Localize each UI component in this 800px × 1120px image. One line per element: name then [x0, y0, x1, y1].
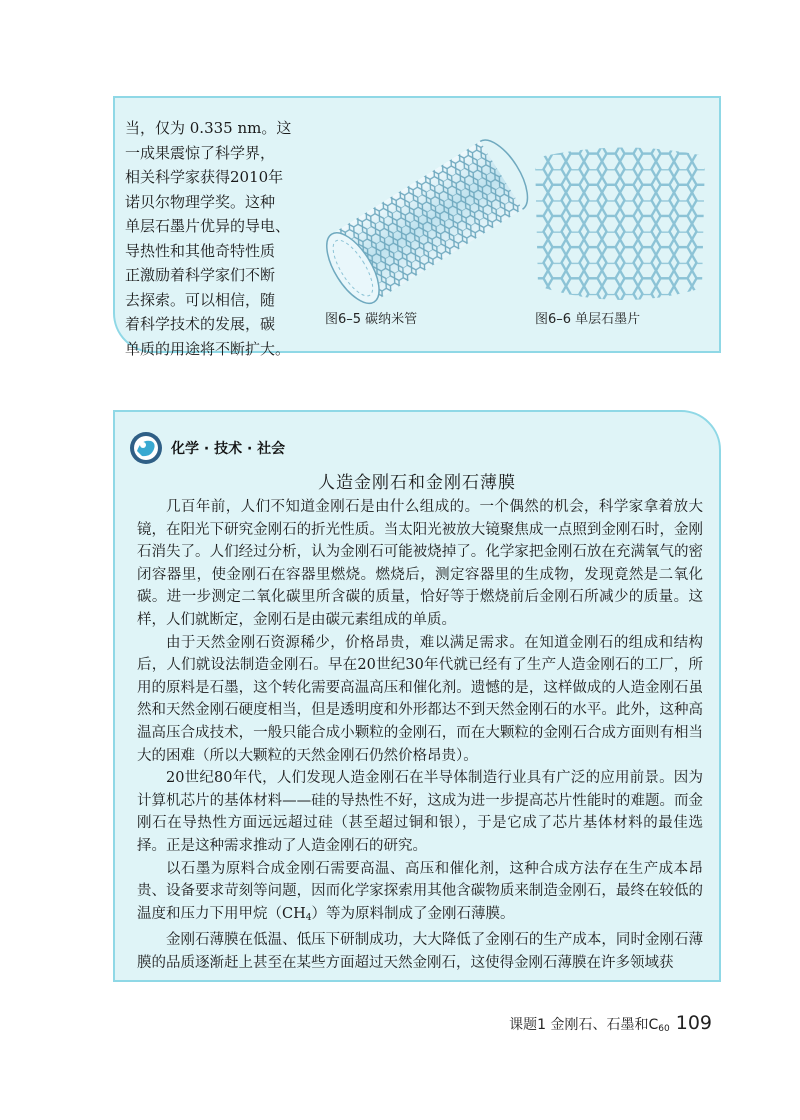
methane-subscript: 4 [305, 912, 312, 923]
text-line: 单质的用途将不断扩大。 [125, 339, 291, 358]
text-line: 当，仅为 0.335 nm。这 [125, 119, 292, 137]
chapter-title-subscript: 60 [658, 1024, 670, 1034]
section-label: 化学 · 技术 · 社会 [171, 441, 286, 457]
figure-caption-nanotube: 图6–5 碳纳米管 [325, 312, 418, 327]
text-line: 导热性和其他奇特性质 [125, 241, 276, 260]
article-title: 人造金刚石和金刚石薄膜 [318, 473, 516, 493]
text-line: 一成果震惊了科学界， [125, 143, 276, 162]
page-number: 109 [675, 1012, 712, 1034]
page-footer [509, 1012, 712, 1034]
chemistry-society-icon [129, 431, 163, 465]
text-line: 诺贝尔物理学奖。这种 [125, 192, 276, 211]
text-line: 相关科学家获得2010年 [125, 168, 284, 186]
paragraph-text: 以石墨为原料合成金刚石需要高温、高压和催化剂，这种合成方法存在生产成本昂贵、设备要求苛刻等问题，因而化学家探索用其他含碳物质来制造金刚石，最终在较低的温度和压力下用甲烷（CH [137, 860, 703, 922]
article-body [137, 496, 703, 974]
graphene-sheet-figure [530, 138, 710, 313]
carbon-nanotube-figure [320, 128, 530, 308]
section-header [129, 430, 285, 466]
paragraph: 几百年前，人们不知道金刚石是由什么组成的。一个偶然的机会，科学家拿着放大镜，在阳光下研究金刚石的折光性质。当太阳光被放大镜聚焦成一点照到金刚石时，金刚石消失了。人们经过分析，认为金刚石可能被烧掉了。化学家把金刚石放在充满氧气的密闭容器里，使金刚石在容器里燃烧。燃烧后，测定容器里的生成物，发现竟然是二氧化碳。进一步测定二氧化碳里所含碳的质量，恰好等于燃烧前后金刚石所减少的质量。这样，人们就断定，金刚石是由碳元素组成的单质。 [137, 499, 703, 628]
chapter-title [509, 1014, 670, 1034]
figure-caption-graphene: 图6–6 单层石墨片 [535, 312, 641, 327]
paragraph: 由于天然金刚石资源稀少，价格昂贵，难以满足需求。在知道金刚石的组成和结构后，人们就设法制造金刚石。早在20世纪30年代就已经有了生产人造金刚石的工厂，所用的原料是石墨，这个转化需要高温高压和催化剂。遗憾的是，这样做成的人造金刚石虽然和天然金刚石硬度相当，但是透明度和外形都达不到天然金刚石的水平。此外，这种高温高压合成技术，一般只能合成小颗粒的金刚石，而在大颗粒的金刚石合成方面则有相当大的困难（所以大颗粒的天然金刚石仍然价格昂贵）。 [137, 634, 703, 764]
chemistry-society-box [113, 410, 721, 982]
text-line: 去探索。可以相信，随 [125, 290, 276, 309]
chapter-title-text: 课题1 金刚石、石墨和C [509, 1017, 659, 1033]
paragraph-text: ）等为原料制成了金刚石薄膜。 [311, 905, 515, 922]
top-box-text [125, 116, 311, 361]
paragraph: 金刚石薄膜在低温、低压下研制成功，大大降低了金刚石的生产成本，同时金刚石薄膜的品质逐渐赶上甚至在某些方面超过天然金刚石，这使得金刚石薄膜在许多领域获 [137, 932, 703, 971]
paragraph [137, 858, 703, 930]
paragraph: 20世纪80年代，人们发现人造金刚石在半导体制造行业具有广泛的应用前景。因为计算机芯片的基体材料——硅的导热性不好，这成为进一步提高芯片性能时的难题。而金刚石在导热性方面远远超过硅（甚至超过铜和银），于是它成了芯片基体材料的最佳选择。正是这种需求推动了人造金刚石的研究。 [137, 770, 703, 854]
text-line: 着科学技术的发展，碳 [125, 315, 276, 333]
text-line: 正激励着科学家们不断 [125, 266, 276, 284]
text-line: 单层石墨片优异的导电、 [125, 217, 291, 235]
top-sidebar-box [113, 96, 721, 358]
